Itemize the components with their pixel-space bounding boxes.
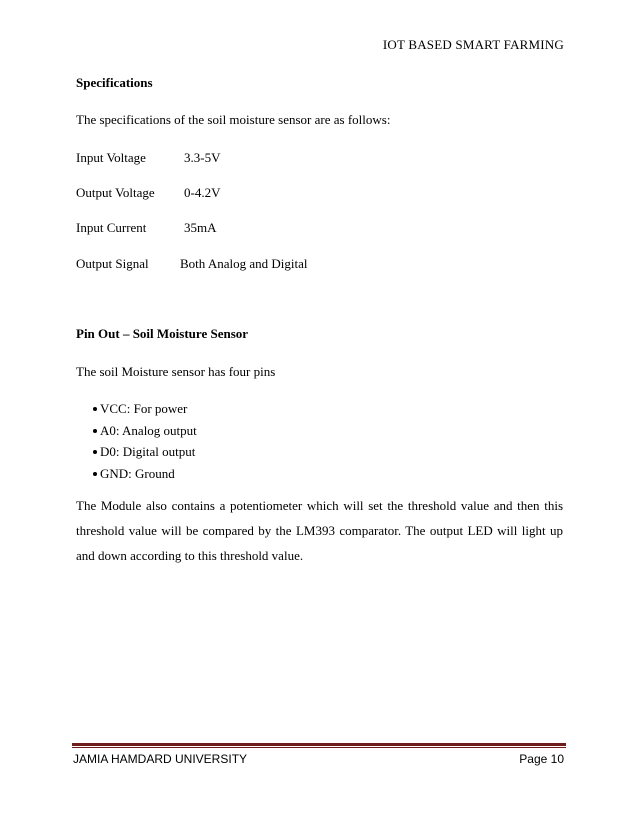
spec-label-output-voltage: Output Voltage — [76, 185, 155, 200]
pin-gnd: GND: Ground — [100, 465, 175, 481]
spec-value-input-current: 35mA — [184, 220, 217, 235]
pin-list — [76, 400, 197, 486]
footer-institution: JAMIA HAMDARD UNIVERSITY — [73, 752, 248, 766]
footer-rule-thin — [72, 747, 566, 748]
pinout-intro: The soil Moisture sensor has four pins — [76, 364, 276, 379]
pin-a0: A0: Analog output — [100, 422, 197, 438]
pin-vcc: VCC: For power — [100, 401, 188, 416]
specifications-intro: The specifications of the soil moisture sensor are as follows: — [76, 112, 391, 127]
spec-label-output-signal: Output Signal — [76, 256, 149, 271]
pinout-heading: Pin Out – Soil Moisture Sensor — [76, 326, 249, 341]
pin-list-item — [76, 422, 197, 444]
footer-page-number: Page 10 — [519, 752, 564, 766]
running-header: IOT BASED SMART FARMING — [382, 37, 564, 52]
spec-label-input-current: Input Current — [76, 220, 147, 235]
pin-list-item — [76, 443, 197, 465]
specifications-heading: Specifications — [76, 75, 153, 90]
footer-rule-thick — [72, 743, 566, 746]
spec-value-output-signal: Both Analog and Digital — [180, 256, 308, 271]
pin-list-item — [76, 465, 197, 487]
module-description-paragraph: The Module also contains a potentiometer which will set the threshold value and then this threshold value will be compared by the LM393 comparator. The output LED will light up and down according to this threshold value. — [76, 498, 563, 563]
pin-d0: D0: Digital output — [100, 444, 196, 459]
spec-value-output-voltage: 0-4.2V — [184, 185, 221, 200]
spec-label-input-voltage: Input Voltage — [76, 150, 146, 165]
spec-value-input-voltage: 3.3-5V — [184, 150, 221, 165]
pin-list-item — [76, 400, 197, 422]
